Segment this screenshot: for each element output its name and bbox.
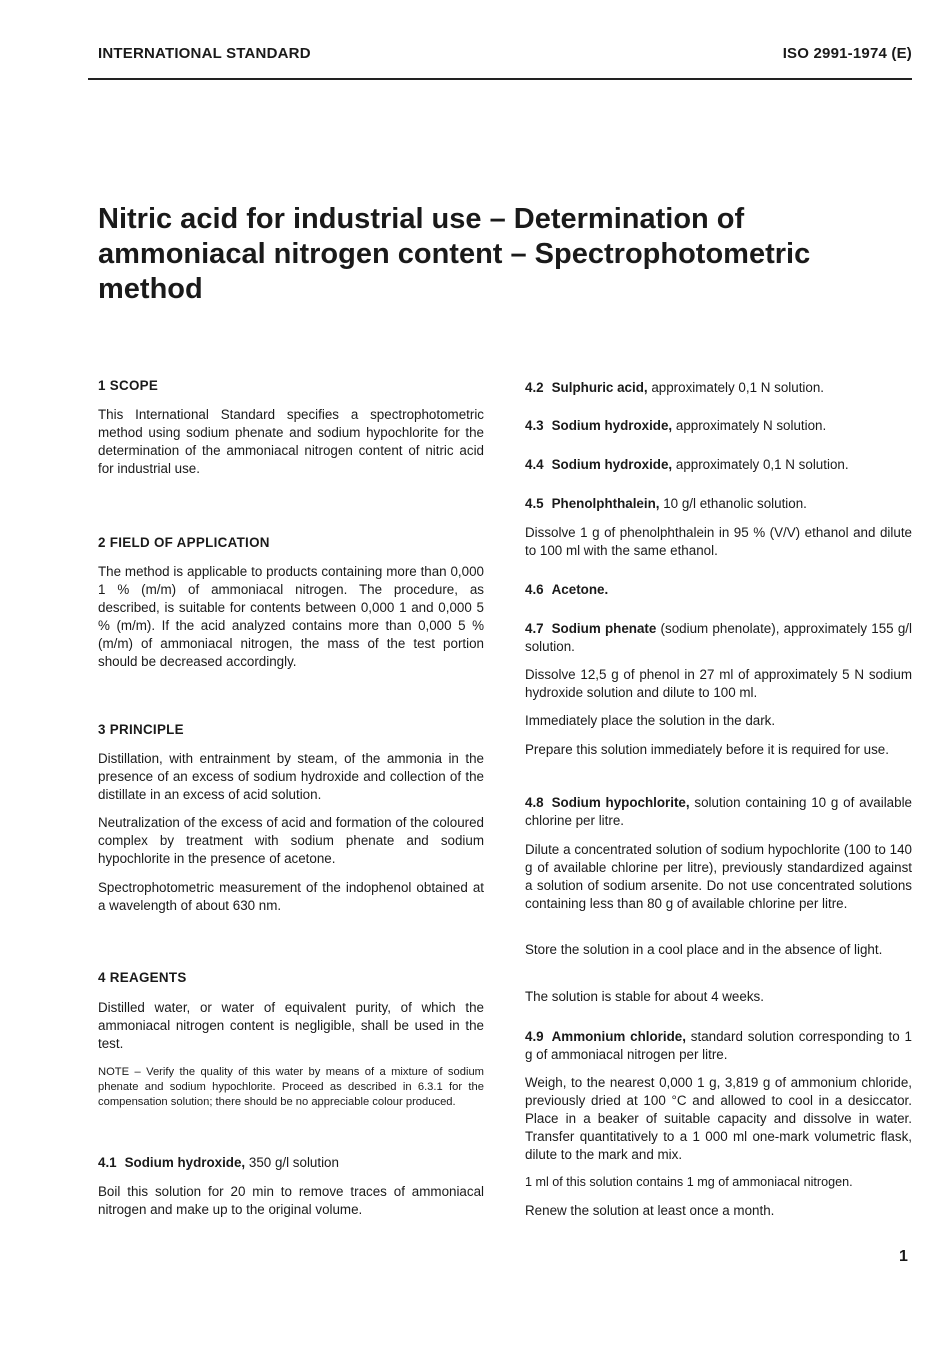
reagent-heading: 4.7 Sodium phenate (sodium phenolate), approximately 155 g/l solution.: [525, 621, 912, 654]
reagent-heading: 4.5 Phenolphthalein, 10 g/l ethanolic solution.: [525, 496, 807, 511]
header-left: INTERNATIONAL STANDARD: [98, 45, 311, 62]
reagent-heading: 4.2 Sulphuric acid, approximately 0,1 N solution.: [525, 380, 825, 395]
paragraph: The method is applicable to products containing more than 0,000 1 % (m/m) of ammoniacal nitrogen. The procedure, as described, is suitable for contents between 0,000 1 and 0,000 5 % (m/m). If the acid analyzed contains more than 0,000 5 % (m/m) of ammoniacal nitrogen, the mass of the test portion should be decreased accordingly.: [98, 564, 484, 669]
paragraph: Renew the solution at least once a month.: [525, 1203, 775, 1218]
paragraph: Dilute a concentrated solution of sodium hypochlorite (100 to 140 g of available chlorine per litre), previously standardized against a solution of sodium arsenite. Do not use concentrated solutions containing less than 80 g of available chlorine per litre.: [525, 842, 912, 911]
paragraph: The solution is stable for about 4 weeks.: [525, 989, 764, 1004]
paragraph: 1 ml of this solution contains 1 mg of ammoniacal nitrogen.: [525, 1175, 853, 1189]
paragraph: Immediately place the solution in the dark.: [525, 713, 776, 728]
reagent-heading: 4.8 Sodium hypochlorite, solution containing 10 g of available chlorine per litre.: [525, 795, 912, 828]
reagent-heading: 4.1 Sodium hydroxide, 350 g/l solution: [98, 1155, 339, 1170]
paragraph: Spectrophotometric measurement of the indophenol obtained at a wavelength of about 630 nm.: [98, 880, 484, 913]
section-heading: 1 SCOPE: [98, 378, 159, 393]
paragraph: Boil this solution for 20 min to remove traces of ammoniacal nitrogen and make up to the original volume.: [98, 1184, 484, 1217]
header-rule: [88, 78, 912, 80]
reagent-heading: 4.6 Acetone.: [525, 582, 609, 597]
paragraph: Neutralization of the excess of acid and formation of the coloured complex by treatment with sodium phenate and sodium hypochlorite in the presence of acetone.: [98, 815, 484, 866]
paragraph: Prepare this solution immediately before it is required for use.: [525, 742, 889, 757]
page-number: 1: [899, 1248, 908, 1265]
reagent-heading: 4.3 Sodium hydroxide, approximately N solution.: [525, 418, 827, 433]
paragraph: Store the solution in a cool place and in the absence of light.: [525, 942, 883, 957]
section-heading: 4 REAGENTS: [98, 970, 187, 985]
paragraph: Distilled water, or water of equivalent purity, of which the ammoniacal nitrogen content is negligible, shall be used in the test.: [98, 1000, 484, 1051]
paragraph: Dissolve 12,5 g of phenol in 27 ml of approximately 5 N sodium hydroxide solution and dilute to 100 ml.: [525, 667, 912, 700]
note: NOTE – Verify the quality of this water by means of a mixture of sodium phenate and sodium hypochlorite. Proceed as described in 6.3.1 for the compensation solution; there should be no appreciable colour produced.: [98, 1066, 484, 1108]
reagent-heading: 4.9 Ammonium chloride, standard solution corresponding to 1 g of ammoniacal nitrogen per litre.: [525, 1029, 912, 1062]
paragraph: Weigh, to the nearest 0,000 1 g, 3,819 g of ammonium chloride, previously dried at 100 °C and allowed to cool in a desiccator. Place in a beaker of suitable capacity and dissolve in water. Transfer quantitatively to a 1 000 ml one-mark volumetric flask, dilute to the mark and mix.: [525, 1075, 912, 1162]
reagent-heading: 4.4 Sodium hydroxide, approximately 0,1 N solution.: [525, 457, 849, 472]
paragraph: Distillation, with entrainment by steam, of the ammonia in the presence of an excess of sodium hydroxide and collection of the distillate in an excess of acid solution.: [98, 751, 484, 802]
header-right: ISO 2991-1974 (E): [782, 45, 912, 62]
page-title: Nitric acid for industrial use – Determination of ammoniacal nitrogen content – Spectrophotometric method: [98, 203, 811, 305]
paragraph: Dissolve 1 g of phenolphthalein in 95 % (V/V) ethanol and dilute to 100 ml with the same ethanol.: [525, 525, 912, 558]
section-heading: 3 PRINCIPLE: [98, 722, 184, 737]
paragraph: This International Standard specifies a spectrophotometric method using sodium phenate and sodium hypochlorite for the determination of the ammoniacal nitrogen content of nitric acid for industrial use.: [98, 407, 484, 476]
section-heading: 2 FIELD OF APPLICATION: [98, 535, 270, 550]
